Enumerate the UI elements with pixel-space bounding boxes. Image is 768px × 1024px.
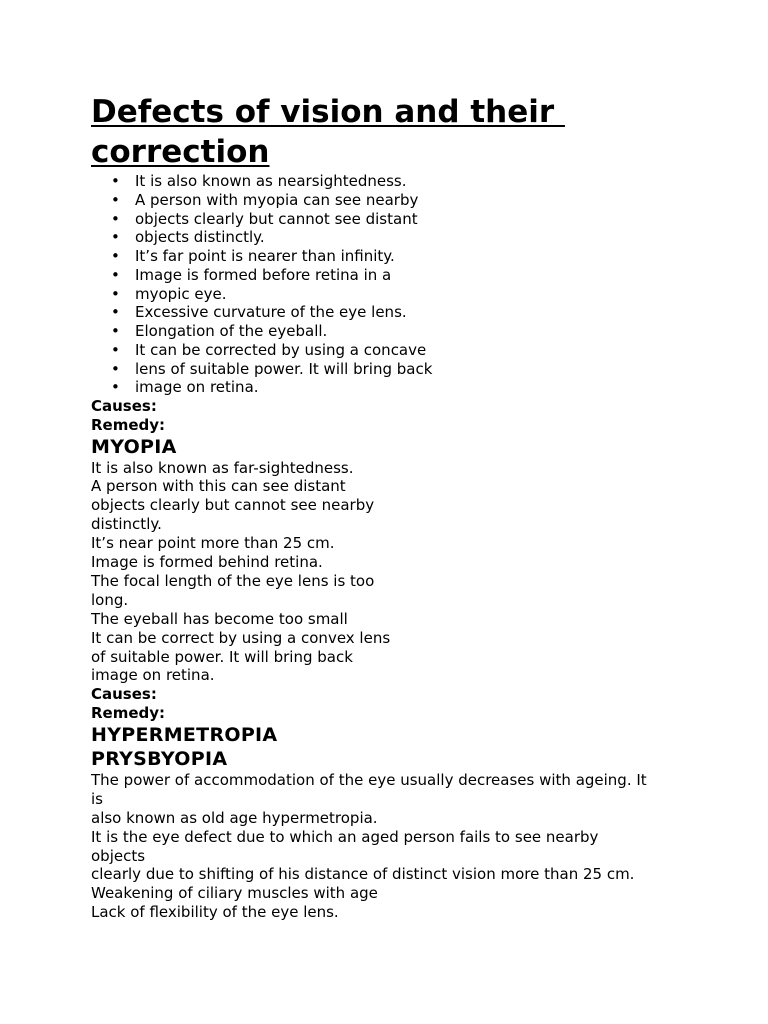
list-item xyxy=(91,360,691,379)
list-item-text: image on retina. xyxy=(135,378,259,397)
text-line: objects clearly but cannot see nearby xyxy=(91,496,375,515)
list-item-text: Elongation of the eyeball. xyxy=(135,322,328,340)
bullet-icon: • xyxy=(111,247,120,265)
text-line: distinctly. xyxy=(91,515,162,534)
text-line: image on retina. xyxy=(91,666,215,685)
hypermetropia-heading: HYPERMETROPIA xyxy=(91,723,278,746)
text-line: objects xyxy=(91,846,146,865)
bullet-icon: • xyxy=(111,322,120,340)
list-item-text: A person with myopia can see nearby xyxy=(135,190,419,209)
text-line: Lack of flexibility of the eye lens. xyxy=(91,903,339,922)
myopia-heading: MYOPIA xyxy=(91,435,177,458)
title-line-2: correction xyxy=(91,134,270,170)
bullet-icon: • xyxy=(111,340,120,359)
bullet-icon: • xyxy=(111,190,120,209)
list-item-text: It can be corrected by using a concave xyxy=(135,340,427,359)
text-line: The power of accommodation of the eye usually decreases with ageing. It xyxy=(91,770,647,789)
bullet-icon: • xyxy=(111,209,120,228)
list-item-text: It’s far point is nearer than infinity. xyxy=(135,247,395,265)
list-item xyxy=(91,172,691,191)
text-line: The eyeball has become too small xyxy=(91,609,348,628)
list-item xyxy=(91,322,691,341)
list-item-text: lens of suitable power. It will bring back xyxy=(135,359,433,378)
text-line: Weakening of ciliary muscles with age xyxy=(91,884,378,903)
document-page xyxy=(91,92,691,922)
list-item-text: myopic eye. xyxy=(135,284,227,303)
causes-label: Causes: xyxy=(91,397,157,415)
text-line: It is the eye defect due to which an aged person fails to see nearby xyxy=(91,827,599,846)
text-line: A person with this can see distant xyxy=(91,477,346,496)
text-line: The focal length of the eye lens is too xyxy=(91,571,375,590)
list-item-text: Excessive curvature of the eye lens. xyxy=(135,303,407,322)
presbyopia-heading: PRYSBYOPIA xyxy=(91,747,228,770)
list-item xyxy=(91,341,691,360)
causes-label: Causes: xyxy=(91,685,157,704)
bullet-icon: • xyxy=(111,303,120,322)
bullet-icon: • xyxy=(111,359,120,378)
document-title xyxy=(91,92,691,172)
list-item-text: It is also known as nearsightedness. xyxy=(135,172,407,190)
bullet-icon: • xyxy=(111,284,120,303)
list-item xyxy=(91,285,691,304)
title-line-1: Defects of vision and their xyxy=(91,94,565,130)
list-item xyxy=(91,228,691,247)
text-line: clearly due to shifting of his distance of distinct vision more than 25 cm. xyxy=(91,865,635,884)
list-item xyxy=(91,247,691,266)
list-item xyxy=(91,210,691,229)
myopia-bullet-list xyxy=(91,172,691,397)
text-line: is xyxy=(91,789,103,808)
hypermetropia-text-block xyxy=(91,459,691,686)
list-item xyxy=(91,191,691,210)
bullet-icon: • xyxy=(111,228,120,247)
text-line: It can be correct by using a convex lens xyxy=(91,628,391,647)
remedy-label: Remedy: xyxy=(91,415,166,434)
list-item xyxy=(91,378,691,397)
text-line: of suitable power. It will bring back xyxy=(91,647,353,666)
list-item-text: objects clearly but cannot see distant xyxy=(135,209,418,228)
text-line: It is also known as far-sightedness. xyxy=(91,458,354,477)
presbyopia-text-block xyxy=(91,771,691,922)
text-line: It’s near point more than 25 cm. xyxy=(91,534,335,553)
list-item-text: Image is formed before retina in a xyxy=(135,265,392,284)
list-item-text: objects distinctly. xyxy=(135,228,265,247)
bullet-icon: • xyxy=(111,172,120,190)
bullet-icon: • xyxy=(111,265,120,284)
text-line: Image is formed behind retina. xyxy=(91,553,323,572)
remedy-label: Remedy: xyxy=(91,704,166,723)
list-item xyxy=(91,303,691,322)
list-item xyxy=(91,266,691,285)
bullet-icon: • xyxy=(111,378,120,397)
text-line: also known as old age hypermetropia. xyxy=(91,808,378,827)
text-line: long. xyxy=(91,590,129,609)
